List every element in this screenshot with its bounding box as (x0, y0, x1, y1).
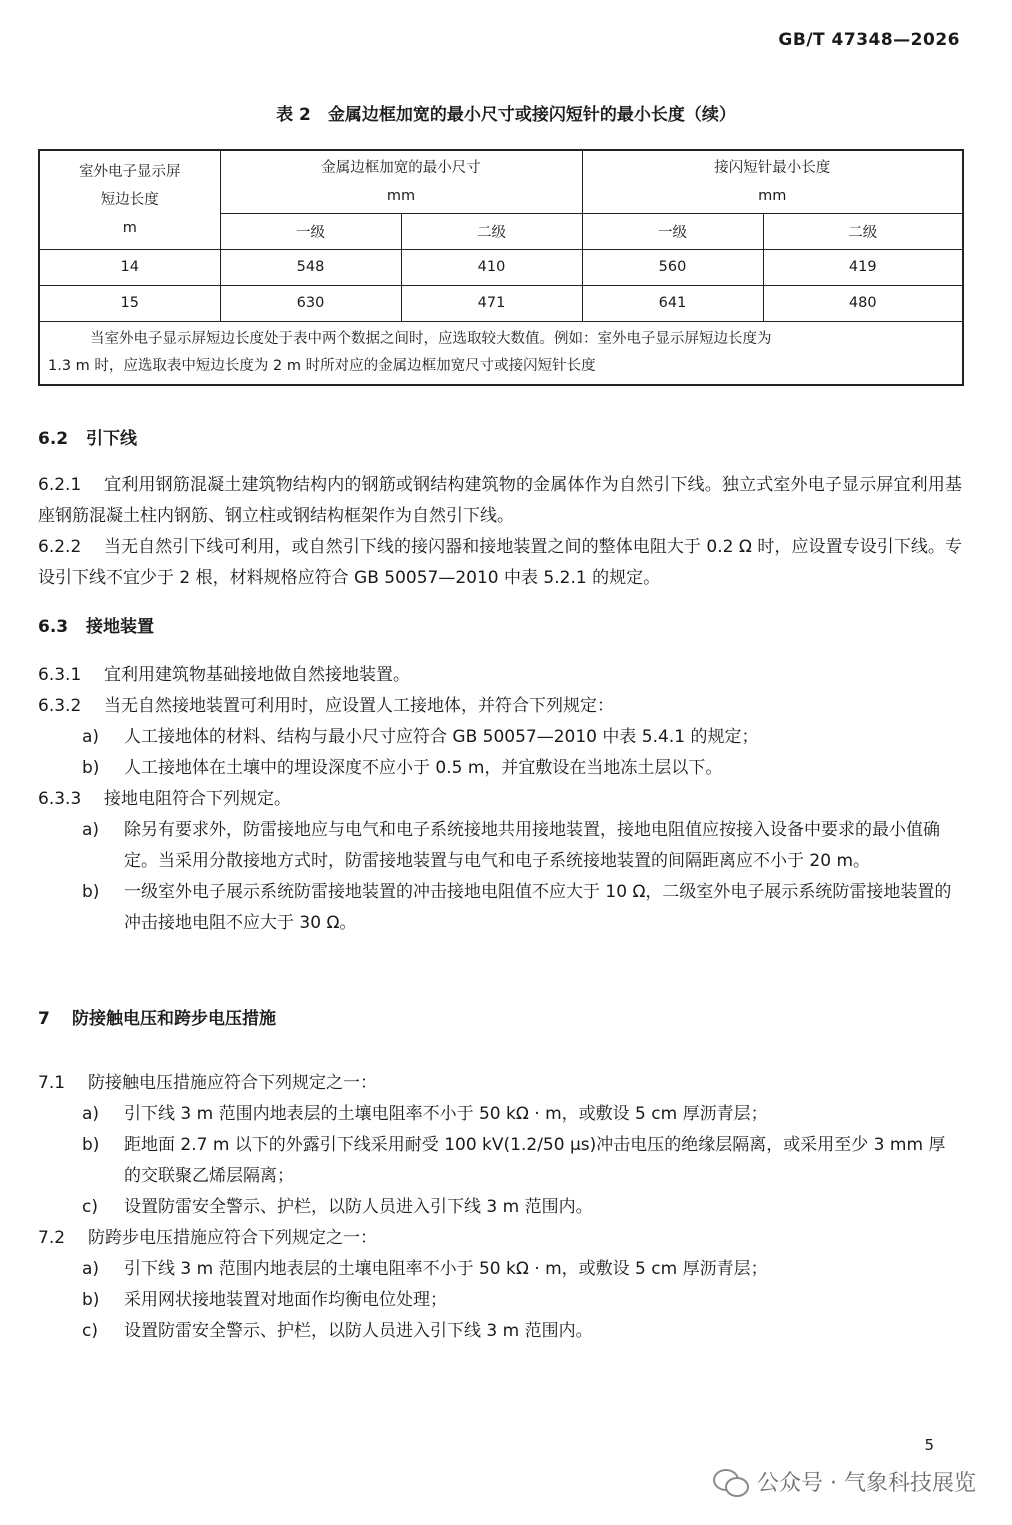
table-cell: 471 (401, 285, 582, 321)
document-code: GB/T 47348—2026 (778, 30, 960, 50)
watermark-text: 公众号 · 气象科技展览 (757, 1471, 976, 1496)
table-cell: 560 (582, 249, 763, 285)
subheader-cell: 二级 (401, 213, 582, 249)
header-frame-width-group: 金属边框加宽的最小尺寸 mm (220, 150, 582, 213)
section-heading: 6.3 接地装置 (38, 617, 154, 637)
subheader-cell: 一级 (582, 213, 763, 249)
list-item: c) 设置防雷安全警示、护栏，以防人员进入引下线 3 m 范围内。 (82, 1321, 593, 1341)
list-item: b) 一级室外电子展示系统防雷接地装置的冲击接地电阻值不应大于 10 Ω，二级室外电子展示系统防雷接地装置的冲击接地电阻不应大于 30 Ω。 (82, 882, 952, 933)
table-note: 当室外电子显示屏短边长度处于表中两个数据之间时，应选取较大数值。例如：室外电子显示屏短边长度为 1.3 m 时，应选取表中短边长度为 2 m 时所对应的金属边框加宽尺寸或接闪短针长度 (39, 321, 963, 385)
section-6-3 (38, 612, 962, 643)
section-7-body (38, 1068, 962, 1347)
section-heading: 7 防接触电压和跨步电压措施 (38, 1009, 276, 1029)
clause-7-2: 7.2 防跨步电压措施应符合下列规定之一： (38, 1228, 377, 1248)
list-item: a) 引下线 3 m 范围内地表层的土壤电阻率不小于 50 kΩ · m，或敷设 5 cm 厚沥青层； (82, 1259, 768, 1279)
clause-6-3-1: 6.3.1 宜利用建筑物基础接地做自然接地装置。 (38, 665, 410, 685)
clause-6-2-2: 6.2.2 当无自然引下线可利用，或自然引下线的接闪器和接地装置之间的整体电阻大于 0.2 Ω 时，应设置专设引下线。专设引下线不宜少于 2 根，材料规格应符合 GB 50057—2010 中表 5.2.1 的规定。 (38, 537, 962, 588)
table-cell: 14 (39, 249, 220, 285)
watermark-footer (713, 1466, 976, 1497)
table-title: 表 2 金属边框加宽的最小尺寸或接闪短针的最小长度（续） (276, 105, 736, 125)
section-heading: 6.2 引下线 (38, 429, 137, 449)
header-short-needle-group: 接闪短针最小长度 mm (582, 150, 963, 213)
table-cell: 480 (763, 285, 963, 321)
list-item: b) 人工接地体在土壤中的埋设深度不应小于 0.5 m，并宜敷设在当地冻土层以下。 (82, 758, 723, 778)
table-cell: 15 (39, 285, 220, 321)
table-cell: 410 (401, 249, 582, 285)
list-item: a) 引下线 3 m 范围内地表层的土壤电阻率不小于 50 kΩ · m，或敷设 5 cm 厚沥青层； (82, 1104, 768, 1124)
section-6-2-body (38, 470, 962, 594)
header-short-side-length: 室外电子显示屏 短边长度 m (39, 150, 220, 249)
table-row (39, 249, 963, 285)
table-cell: 548 (220, 249, 401, 285)
clause-7-1: 7.1 防接触电压措施应符合下列规定之一： (38, 1073, 377, 1093)
clause-6-3-2: 6.3.2 当无自然接地装置可利用时，应设置人工接地体，并符合下列规定： (38, 696, 614, 716)
section-6-2 (38, 424, 962, 455)
page-number: 5 (924, 1436, 934, 1454)
section-6-3-body (38, 660, 962, 939)
table-cell: 630 (220, 285, 401, 321)
clause-6-2-1: 6.2.1 宜利用钢筋混凝土建筑物结构内的钢筋或钢结构建筑物的金属体作为自然引下线。独立式室外电子显示屏宜利用基座钢筋混凝土柱内钢筋、钢立柱或钢结构框架作为自然引下线。 (38, 475, 962, 526)
list-item: b) 距地面 2.7 m 以下的外露引下线采用耐受 100 kV(1.2/50 μs)冲击电压的绝缘层隔离，或采用至少 3 mm 厚的交联聚乙烯层隔离； (82, 1135, 946, 1186)
list-item: a) 人工接地体的材料、结构与最小尺寸应符合 GB 50057—2010 中表 5.4.1 的规定； (82, 727, 759, 747)
table-row (39, 285, 963, 321)
table-cell: 641 (582, 285, 763, 321)
clause-6-3-3: 6.3.3 接地电阻符合下列规定。 (38, 789, 291, 809)
list-item: a) 除另有要求外，防雷接地应与电气和电子系统接地共用接地装置，接地电阻值应按接入设备中要求的最小值确定。当采用分散接地方式时，防雷接地装置与电气和电子系统接地装置的间隔距离应不小于 20 m。 (82, 820, 940, 871)
section-7 (38, 1004, 962, 1035)
list-item: c) 设置防雷安全警示、护栏，以防人员进入引下线 3 m 范围内。 (82, 1197, 593, 1217)
table-cell: 419 (763, 249, 963, 285)
list-item: b) 采用网状接地装置对地面作均衡电位处理； (82, 1290, 447, 1310)
subheader-cell: 一级 (220, 213, 401, 249)
subheader-cell: 二级 (763, 213, 963, 249)
spec-table (38, 149, 964, 386)
wechat-icon (713, 1469, 747, 1495)
